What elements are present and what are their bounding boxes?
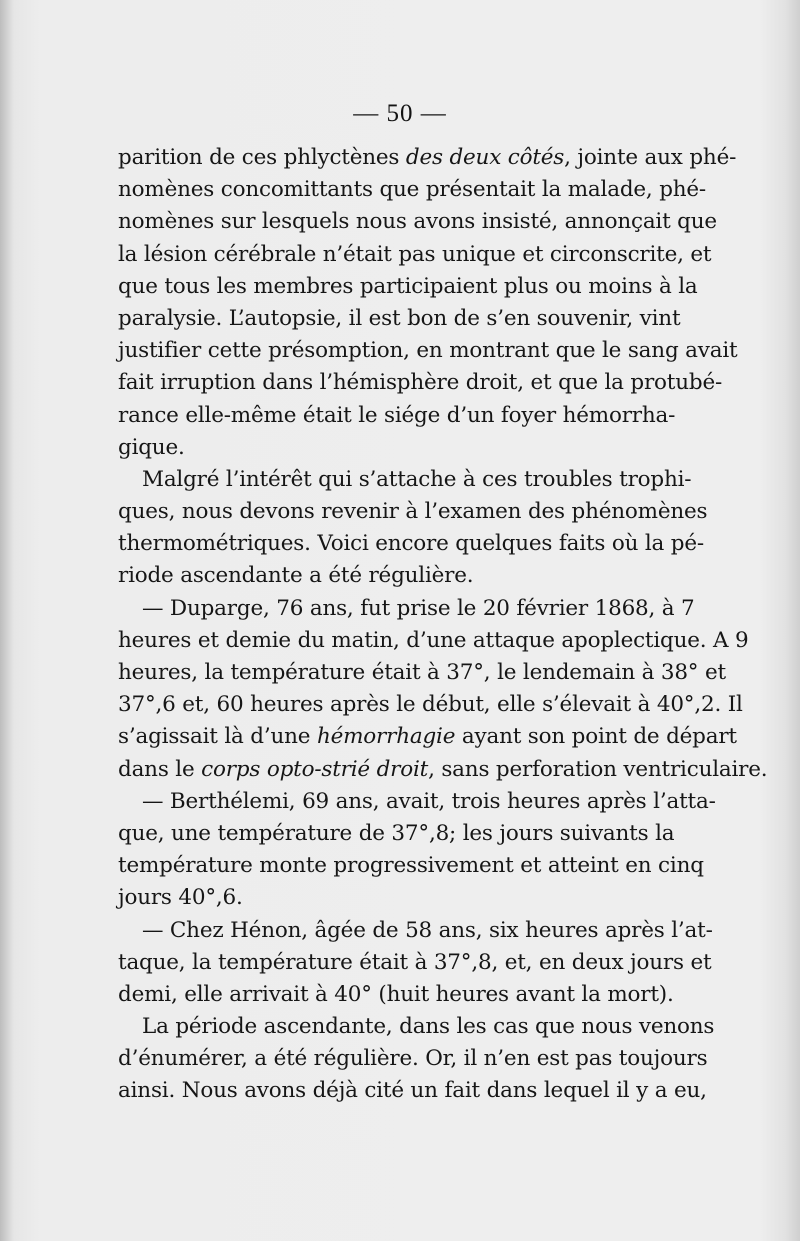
text-line (118, 174, 706, 206)
text-span: justifier cette présomption, en montrant que le sang avait (118, 338, 738, 364)
text-line (118, 850, 704, 882)
text-line (118, 560, 640, 592)
text-span: que, une température de 37°,8; les jours suivants la (118, 820, 675, 846)
text-line (118, 1075, 707, 1107)
text-line (118, 271, 698, 303)
text-line (118, 206, 717, 238)
text-span: paralysie. L’autopsie, il est bon de s’en souvenir, vint (118, 305, 681, 331)
text-span: heures et demie du matin, d’une attaque apoplectique. A 9 (118, 627, 749, 653)
text-span: Malgré l’intérêt qui s’attache à ces troubles trophi- (142, 466, 692, 492)
text-line (118, 528, 704, 560)
text-line (118, 303, 681, 335)
text-span: , jointe aux phé- (564, 145, 737, 170)
text-span: thermométriques. Voici encore quelques faits où la pé- (118, 531, 704, 557)
text-span: riode ascendante a été régulière. (118, 563, 474, 589)
page-number: — 50 — (353, 100, 447, 127)
text-span: demi, elle arrivait à 40° (huit heures avant la mort). (118, 981, 674, 1007)
text-line (118, 915, 713, 947)
text-span: jours 40°,6. (118, 885, 243, 911)
text-span: rance elle-même était le siége d’un foyer hémorrha- (118, 402, 676, 428)
text-line (118, 464, 692, 496)
text-line (118, 1043, 708, 1075)
text-span: — Berthélemi, 69 ans, avait, trois heures après l’atta- (142, 788, 716, 814)
text-line (118, 367, 723, 399)
text-span: , sans perforation ventriculaire. (428, 756, 768, 782)
text-line (118, 593, 695, 625)
text-line (118, 432, 640, 464)
text-span: dans le (118, 756, 202, 782)
text-line (118, 754, 768, 786)
text-span: ques, nous devons revenir à l’examen des phénomènes (118, 499, 708, 525)
text-line (118, 786, 716, 818)
text-span: s’agissait là d’une (118, 724, 317, 750)
text-line (118, 1011, 715, 1043)
text-span: que tous les membres participaient plus ou moins à la (118, 273, 698, 299)
text-line (118, 657, 726, 689)
text-span: heures, la température était à 37°, le lendemain à 38° et (118, 660, 726, 685)
text-span: — Chez Hénon, âgée de 58 ans, six heures après l’at- (142, 917, 713, 943)
text-line (118, 979, 674, 1011)
text-span: parition de ces phlyctènes (118, 145, 406, 170)
text-line (118, 721, 737, 753)
text-span: nomènes sur lesquels nous avons insisté, annonçait que (118, 209, 717, 235)
text-span: taque, la température était à 37°,8, et, en deux jours et (118, 949, 712, 975)
text-span: température monte progressivement et atteint en cinq (118, 853, 704, 879)
italic-text: des deux côtés (405, 145, 565, 170)
italic-text: hémorrhagie (316, 724, 456, 750)
text-span: fait irruption dans l’hémisphère droit, et que la protubé- (118, 370, 723, 396)
text-line (118, 625, 749, 657)
text-line (118, 947, 712, 979)
body-text (118, 142, 768, 1108)
text-span: 37°,6 et, 60 heures après le début, elle s’élevait à 40°,2. Il (118, 692, 743, 718)
text-line (118, 496, 708, 528)
text-span: ayant son point de départ (455, 724, 737, 750)
text-line (118, 689, 743, 721)
text-span: gique. (118, 434, 185, 460)
text-line (118, 400, 676, 432)
text-line (118, 142, 737, 174)
text-span: nomènes concomittants que présentait la malade, phé- (118, 177, 706, 203)
text-line (118, 239, 712, 271)
text-span: — Duparge, 76 ans, fut prise le 20 février 1868, à 7 (142, 595, 695, 621)
text-span: la lésion cérébrale n’était pas unique et circonscrite, et (118, 241, 712, 267)
text-span: La période ascendante, dans les cas que nous venons (142, 1014, 715, 1040)
italic-text: corps opto-strié droit (201, 756, 429, 782)
text-line (118, 335, 738, 367)
text-span: ainsi. Nous avons déjà cité un fait dans lequel il y a eu, (118, 1078, 707, 1104)
text-line (118, 818, 675, 850)
text-line (118, 882, 640, 914)
text-span: d’énumérer, a été régulière. Or, il n’en est pas toujours (118, 1046, 708, 1072)
